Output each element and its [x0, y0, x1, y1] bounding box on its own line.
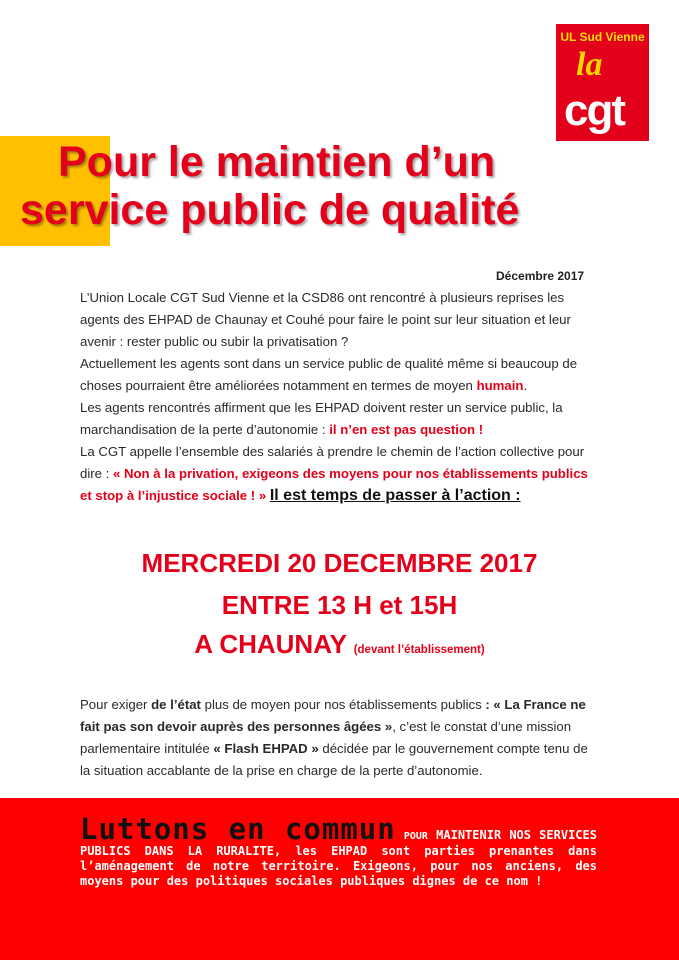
paragraph-4: La CGT appelle l’ensemble des salariés à prendre le chemin de l’action collective pour dire : « Non à la privation, exigeons des moyens pour nos établissements publics et stop à l’injustice sociale ! » Il est temps de passer à l’action : — [80, 444, 588, 504]
paragraph-2: Actuellement les agents sont dans un service public de qualité même si beaucoup de choses pourraient être améliorées notamment en termes de moyen humain. — [80, 356, 578, 393]
event-location-note: (devant l’établissement) — [353, 644, 485, 656]
paragraph-1: L’Union Locale CGT Sud Vienne et la CSD86 ont rencontré à plusieurs reprises les agents des EHPAD de Chaunay et Couhé pour faire le point sur leur situation et leur avenir : rester public ou subir la privatisation ? — [80, 290, 571, 349]
title-line-2: service public de qualité — [20, 186, 520, 234]
event-date: MERCREDI 20 DECEMBRE 2017 — [141, 548, 538, 578]
cgt-logo — [556, 24, 649, 141]
logo-union-label: UL Sud Vienne — [560, 30, 645, 44]
page-title — [20, 138, 519, 234]
logo-cgt-text: cgt — [564, 86, 624, 135]
second-paragraph: Pour exiger de l’état plus de moyen pour nos établissements publics : « La France ne fait pas son devoir auprès des personnes âgées », c’est le constat d’une mission parlementaire intitulée « Flash EHPAD » décidée par le gouvernement compte tenu de la situation accablante de la prise en charge de la perte d’autonomie. — [80, 697, 588, 778]
bottom-banner-text — [80, 812, 597, 889]
title-line-1: Pour le maintien d’un — [58, 138, 496, 186]
document-date: Décembre 2017 — [496, 269, 585, 283]
event-time: ENTRE 13 H et 15H — [221, 590, 458, 620]
banner-pour: POUR — [403, 831, 428, 842]
paragraph-3: Les agents rencontrés affirment que les EHPAD doivent rester un service public, la marchandisation de la perte d’autonomie : il n’en est pas question ! — [80, 400, 563, 437]
call-to-action: Il est temps de passer à l’action : — [269, 487, 521, 504]
banner-body: MAINTENIR NOS SERVICES PUBLICS DANS LA RURALITE, les EHPAD sont parties prenantes dans l’aménagement de notre territoire. Exigeons, pour nos anciens, des moyens pour des politiques sociales publiques dignes de ce nom ! — [80, 828, 597, 888]
intro-text — [80, 287, 598, 507]
banner-headline: Luttons en commun — [80, 812, 396, 846]
event-location: A CHAUNAY (devant l’établissement) — [194, 629, 485, 659]
logo-la-text: la — [576, 46, 603, 83]
